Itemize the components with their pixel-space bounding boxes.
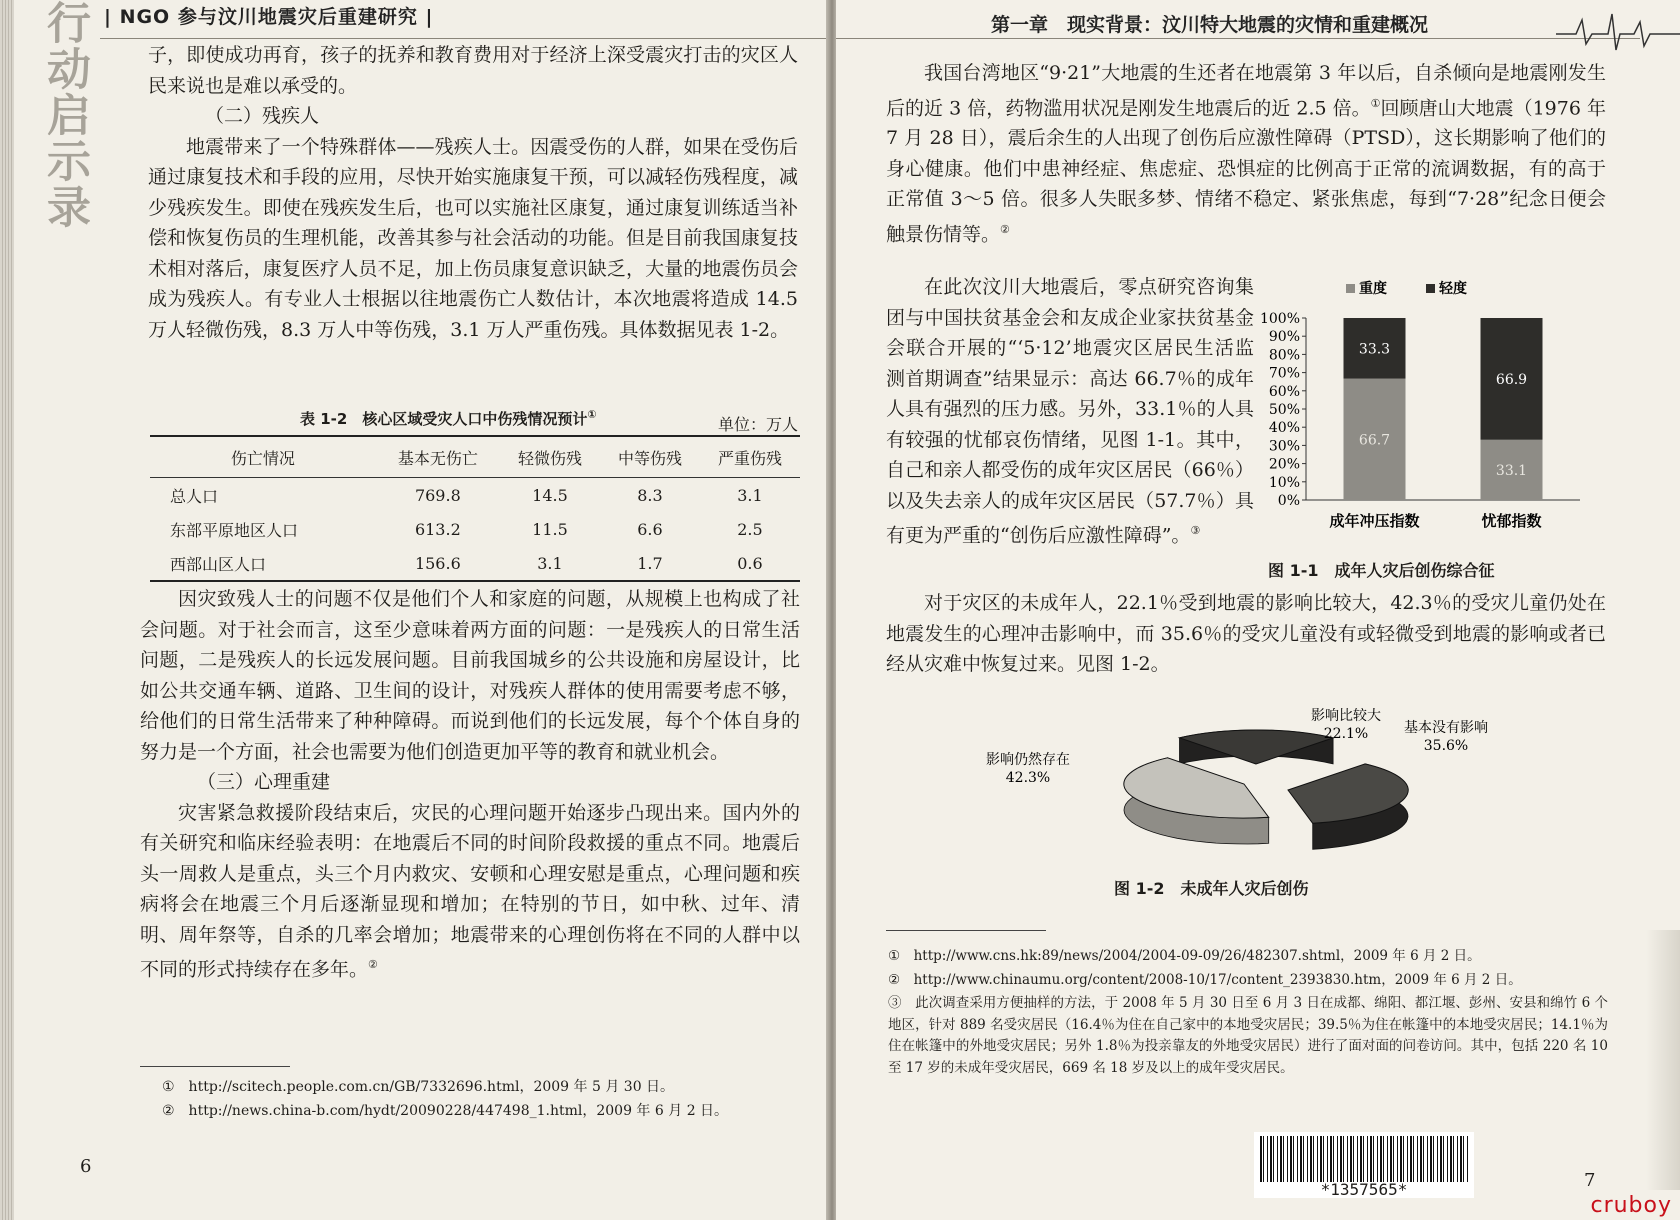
footnote-marker: ① (1370, 96, 1381, 110)
paragraph (148, 40, 798, 101)
page-edge-right (1646, 930, 1680, 1190)
figure-1-caption: 图 1-1 成年人灾后创伤综合征 (1268, 561, 1495, 580)
paragraph (140, 584, 800, 767)
y-tick-label: 70% (1268, 365, 1300, 382)
decorative-line (1556, 0, 1680, 60)
table-header-cell: 伤亡情况 (150, 436, 376, 478)
paragraph-text: （三）心理重建 (197, 771, 331, 793)
table-cell: 1.7 (600, 546, 700, 581)
header-rule (100, 38, 828, 39)
paragraph (140, 798, 800, 985)
data-table (150, 435, 800, 582)
table-cell: 东部平原地区人口 (170, 520, 299, 540)
paragraph: 对于灾区的未成年人，22.1％受到地震的影响比较大，42.3％的受灾儿童仍处在地震发生的心理冲击影响中，而 35.6％的受灾儿童没有或轻微受到地震的影响或者已经从灾难中恢复过来。见图 1-2。 (886, 592, 1606, 675)
y-tick-label: 0% (1277, 493, 1300, 509)
table-row (150, 478, 800, 513)
category-label: 成年冲压指数 (1329, 512, 1420, 530)
table-cell: 西部山区人口 (150, 546, 376, 581)
barcode (1254, 1132, 1474, 1198)
barcode-bars (1260, 1136, 1468, 1182)
legend-swatch (1426, 284, 1435, 293)
right-page (836, 0, 1680, 1220)
y-tick-label: 30% (1268, 438, 1300, 455)
y-tick-label: 60% (1268, 383, 1300, 400)
bar-value-label: 33.3 (1358, 341, 1391, 358)
y-tick-label: 40% (1268, 420, 1300, 437)
paragraph (148, 132, 798, 346)
footnote-rule-right (886, 930, 1046, 931)
table-cell: 14.5 (532, 485, 568, 505)
section-heading (148, 101, 798, 132)
legend-label: 轻度 (1439, 281, 1467, 297)
table-cell: 2.5 (737, 519, 763, 539)
section-heading (140, 767, 800, 798)
paragraph (886, 58, 1606, 250)
right-body-side (886, 272, 1254, 551)
table-cell: 6.6 (637, 519, 663, 539)
left-body-top (148, 40, 798, 345)
bar-value-label: 66.7 (1358, 432, 1391, 449)
y-tick-label: 20% (1268, 456, 1300, 473)
category-label: 忧郁指数 (1481, 512, 1542, 530)
table-title: 表 1-2 核心区域受灾人口中伤残情况预计① (300, 408, 597, 428)
table-header-row (150, 436, 800, 478)
paragraph-text: 地震带来了一个特殊群体——残疾人士。因震受伤的人群，如果在受伤后通过康复技术和手段的应用，尽快开始实施康复干预，可以减轻伤残程度，减少残疾发生。即使在残疾发生后，也可以实施社区康复，通过康复训练适当补偿和恢复伤员的生理机能，改善其参与社会活动的功能。但是目前我国康复技术相对落后，康复医疗人员不足，加上伤员康复意识缺乏，大量的地震伤员会成为残疾人。有专业人士根据以往地震伤亡人数估计，本次地震将造成 14.5 万人轻微伤残，8.3 万人中等伤残，3.1 万人严重伤残。具体数据见表 1-2。 (148, 135, 798, 341)
table-cell: 3.1 (737, 485, 763, 505)
table-cell: 11.5 (532, 519, 568, 539)
paragraph-text: 在此次汶川大地震后，零点研究咨询集团与中国扶贫基金会和友成企业家扶贫基金会联合开展的“‘5·12’地震灾区居民生活监测首期调查”结果显示：高达 66.7％的成年人具有强烈的压力感。另外，33.1％的人具有较强的忧郁哀伤情绪，见图 1-1。其中，自己和亲人都受伤的成年灾区居民（66％）以及失去亲人的成年灾区居民（57.7％）具有更为严重的“创伤后应激性障碍”。 (886, 276, 1254, 547)
footnote-marker: ③ (1190, 524, 1201, 537)
paragraph-text: 因灾致残人士的问题不仅是他们个人和家庭的问题，从规模上也构成了社会问题。对于社会而言，这至少意味着两方面的问题：一是残疾人的日常生活问题，二是残疾人的长远发展问题。目前我国城乡的公共设施和房屋设计，比如公共交通车辆、道路、卫生间的设计，对残疾人群体的使用需要考虑不够，给他们的日常生活带来了种种障碍。而说到他们的长远发展，每个个体自身的努力是一个方面，社会也需要为他们创造更加平等的教育和就业机会。 (140, 588, 800, 763)
paragraph (886, 272, 1254, 551)
table-unit: 单位：万人 (718, 415, 799, 434)
paragraph-text: 灾害紧急救援阶段结束后，灾民的心理问题开始逐步凸现出来。国内外的有关研究和临床经验表明：在地震后不同的时间阶段救援的重点不同。地震后头一周救人是重点，头三个月内救灾、安顿和心理安慰是重点，心理问题和疾病将会在地震三个月后逐渐显现和增加；在特别的节日，如中秋、过年、清明、周年祭等，自杀的几率会增加；地震带来的心理创伤将在不同的人群中以不同的形式持续存在多年。 (140, 801, 800, 981)
bar-value-label: 33.1 (1495, 462, 1528, 479)
table-header-cell: 严重伤残 (700, 436, 800, 478)
footnote: ① http://scitech.people.com.cn/GB/7332696.html，2009 年 5 月 30 日。 (162, 1079, 675, 1095)
paragraph-text: 回顾唐山大地震（1976 年 7 月 28 日），震后余生的人出现了创伤后应激性障碍（PTSD），这长期影响了他们的身心健康。他们中患神经症、焦虑症、恐惧症的比例高于正常的流调数据，有的高于正常值 3～5 倍。很多人失眠多梦、情绪不稳定、紧张焦虑，每到“7·28”纪念日便会触景伤情等。 (886, 96, 1606, 246)
figure-2-caption: 图 1-2 未成年人灾后创伤 (1114, 879, 1309, 898)
left-footnotes (162, 1076, 802, 1124)
y-tick-label: 10% (1268, 474, 1300, 491)
y-tick-label: 90% (1268, 329, 1300, 346)
legend-swatch (1346, 284, 1355, 293)
y-tick-label: 100% (1259, 311, 1300, 327)
table-cell: 总人口 (170, 486, 219, 506)
y-tick-label: 50% (1268, 402, 1300, 418)
table-cell: 0.6 (700, 546, 800, 581)
right-footnotes (888, 946, 1608, 1081)
paragraph-text: （二）残疾人 (205, 105, 320, 127)
footnote-marker: ② (1000, 222, 1010, 236)
right-body-bottom (886, 588, 1606, 680)
footnote-rule (140, 1066, 290, 1067)
y-tick-label: 80% (1268, 347, 1300, 364)
pie-label: 影响比较大 22.1% (1311, 708, 1381, 742)
table-cell: 3.1 (500, 546, 600, 581)
table-header-cell: 基本无伤亡 (376, 436, 500, 478)
paragraph-text: 子，即使成功再育，孩子的抚养和教育费用对于经济上深受震灾打击的灾区人民来说也是难以承受的。 (148, 44, 798, 97)
page-number-right: 7 (1584, 1170, 1596, 1191)
pie-label: 影响仍然存在 42.3% (986, 752, 1070, 786)
page-edge (0, 0, 14, 1220)
pie-label: 基本没有影响 35.6% (1404, 720, 1488, 754)
header-rule-right (836, 38, 1640, 39)
paragraph-text: 我国台湾地区“9·21”大地震的生还者在地震第 3 年以后，自杀倾向是地震刚发生后的近 3 倍，药物滥用状况是刚发生地震后的近 2.5 倍。 (886, 62, 1606, 119)
pie-chart-3d (976, 708, 1496, 868)
watermark: cruboy (1590, 1193, 1672, 1218)
table-header-cell: 中等伤残 (600, 436, 700, 478)
table-cell: 156.6 (376, 546, 500, 581)
running-head-left: | NGO 参与汶川地震灾后重建研究 | (100, 2, 437, 29)
footnote-marker: ② (368, 958, 378, 971)
left-body-bottom (140, 584, 800, 985)
running-head-right: 第一章 现实背景：汶川特大地震的灾情和重建概况 (991, 14, 1429, 36)
footnote: ① http://www.cns.hk:89/news/2004/2004-09-09/26/482307.shtml，2009 年 6 月 2 日。 (888, 948, 1481, 964)
footnote: ② http://news.china-b.com/hydt/20090228/447498_1.html，2009 年 6 月 2 日。 (162, 1103, 729, 1119)
table-cell: 8.3 (637, 485, 663, 505)
left-page (0, 0, 828, 1220)
table-cell: 613.2 (414, 519, 461, 539)
table-cell: 769.8 (414, 485, 461, 505)
stacked-bar-chart (1256, 278, 1586, 548)
footnote: ③ 此次调查采用方便抽样的方法，于 2008 年 5 月 30 日至 6 月 3 日在成都、绵阳、都江堰、彭州、安县和绵竹 6 个地区，针对 889 名受灾居民（16.4％为住在自己家中的本地受灾居民；39.5％为住在帐篷中的本地受灾居民；14.1％为住在帐篷中的外地受灾居民；另外 1.8％为投亲靠友的外地受灾居民）进行了面对面的问卷访问。其中，包括 220 名 10 至 17 岁的未成年受灾居民，669 名 18 岁及以上的成年受灾居民。 (888, 995, 1608, 1076)
page-number-left: 6 (80, 1156, 92, 1177)
side-title: 行动启示录 (39, 0, 90, 230)
legend-label: 重度 (1359, 281, 1387, 297)
bar-value-label: 66.9 (1495, 371, 1528, 388)
right-body-top (886, 58, 1606, 250)
table-header-cell: 轻微伤残 (500, 436, 600, 478)
footnote: ② http://www.chinaumu.org/content/2008-10/17/content_2393830.htm，2009 年 6 月 2 日。 (888, 971, 1522, 988)
table-row (150, 546, 800, 581)
barcode-number: *1357565* (1320, 1180, 1408, 1199)
table-row (150, 512, 800, 546)
